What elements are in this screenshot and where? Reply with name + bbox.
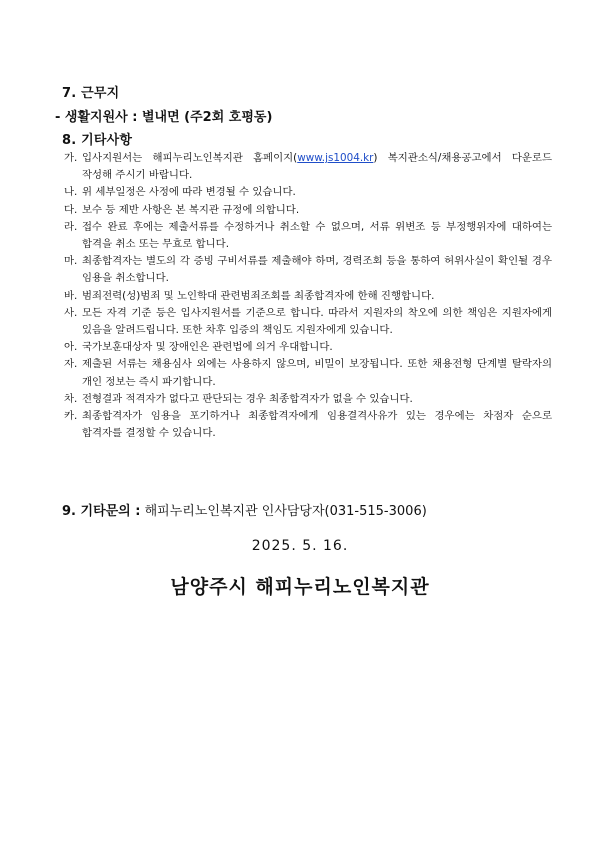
item-marker: 카.	[64, 410, 78, 423]
item-marker: 마.	[64, 255, 78, 268]
homepage-link[interactable]: www.js1004.kr	[297, 152, 374, 164]
list-item	[64, 253, 552, 287]
item-marker: 바.	[64, 289, 78, 302]
list-item	[64, 408, 552, 442]
item-text-after: ) 복지관소식/채용공고에서 다운로드 작성해 주시기 바랍니다.	[82, 152, 552, 182]
item-text: 전형결과 적격자가 없다고 판단되는 경우 최종합격자가 없을 수 있습니다.	[82, 392, 413, 405]
item-text: 국가보훈대상자 및 장애인은 관련법에 의거 우대합니다.	[82, 341, 333, 354]
list-item	[64, 202, 552, 219]
item-marker: 자.	[64, 358, 78, 371]
item-text: 제출된 서류는 채용심사 외에는 사용하지 않으며, 비밀이 보장됩니다. 또한 채용전형 단계별 탈락자의 개인 정보는 즉시 파기합니다.	[82, 358, 552, 388]
item-text: 범죄전력(성)범죄 및 노인학대 관련범죄조회를 최종합격자에 한해 진행합니다.	[82, 289, 435, 302]
item-marker: 차.	[64, 392, 78, 405]
workplace-detail: - 생활지원사 : 별내면 (주2회 호평동)	[55, 110, 273, 125]
item-text	[82, 150, 552, 184]
list-item	[64, 150, 552, 184]
list-item	[64, 184, 552, 201]
list-item	[64, 288, 552, 305]
list-item	[64, 391, 552, 408]
item-text: 최종합격자가 임용을 포기하거나 최종합격자에게 임용결격사유가 있는 경우에는 차점자 순으로 합격자를 결정할 수 있습니다.	[82, 410, 552, 440]
inquiry-label: 9. 기타문의 :	[62, 504, 141, 519]
list-item	[64, 219, 552, 253]
item-text: 보수 등 제반 사항은 본 복지관 규정에 의합니다.	[82, 203, 300, 216]
inquiry-contact: 해피누리노인복지관 인사담당자(031-515-3006)	[140, 504, 427, 519]
item-text: 최종합격자는 별도의 각 증빙 구비서류를 제출해야 하며, 경력조회 등을 통하여 허위사실이 확인될 경우 임용을 취소합니다.	[82, 255, 552, 285]
organization-name: 남양주시 해피누리노인복지관	[170, 576, 430, 598]
item-marker: 가.	[64, 152, 78, 164]
inquiry-line	[62, 500, 427, 519]
list-item	[64, 305, 552, 339]
list-item	[64, 356, 552, 390]
document-date: 2025. 5. 16.	[251, 538, 349, 554]
item-marker: 다.	[64, 203, 78, 216]
item-marker: 라.	[64, 220, 78, 233]
item-text: 접수 완료 후에는 제출서류를 수정하거나 취소할 수 없으며, 서류 위변조 등 부정행위자에 대하여는 합격을 취소 또는 무효로 합니다.	[82, 220, 552, 251]
list-item	[64, 339, 552, 356]
item-text-before: 입사지원서는 해피누리노인복지관 홈페이지(	[82, 152, 298, 164]
item-marker: 사.	[64, 306, 78, 319]
notice-list	[64, 150, 552, 442]
section-7-heading: 7. 근무지	[62, 86, 120, 101]
item-marker: 아.	[64, 341, 78, 354]
item-marker: 나.	[64, 186, 78, 199]
item-text: 모든 자격 기준 등은 입사지원서를 기준으로 합니다. 따라서 지원자의 착오에 의한 책임은 지원자에게 있음을 알려드립니다. 또한 차후 입증의 책임도 지원자에게 있습니다.	[82, 306, 552, 337]
item-text: 위 세부일정은 사정에 따라 변경될 수 있습니다.	[82, 186, 296, 199]
section-8-heading: 8. 기타사항	[62, 133, 133, 148]
